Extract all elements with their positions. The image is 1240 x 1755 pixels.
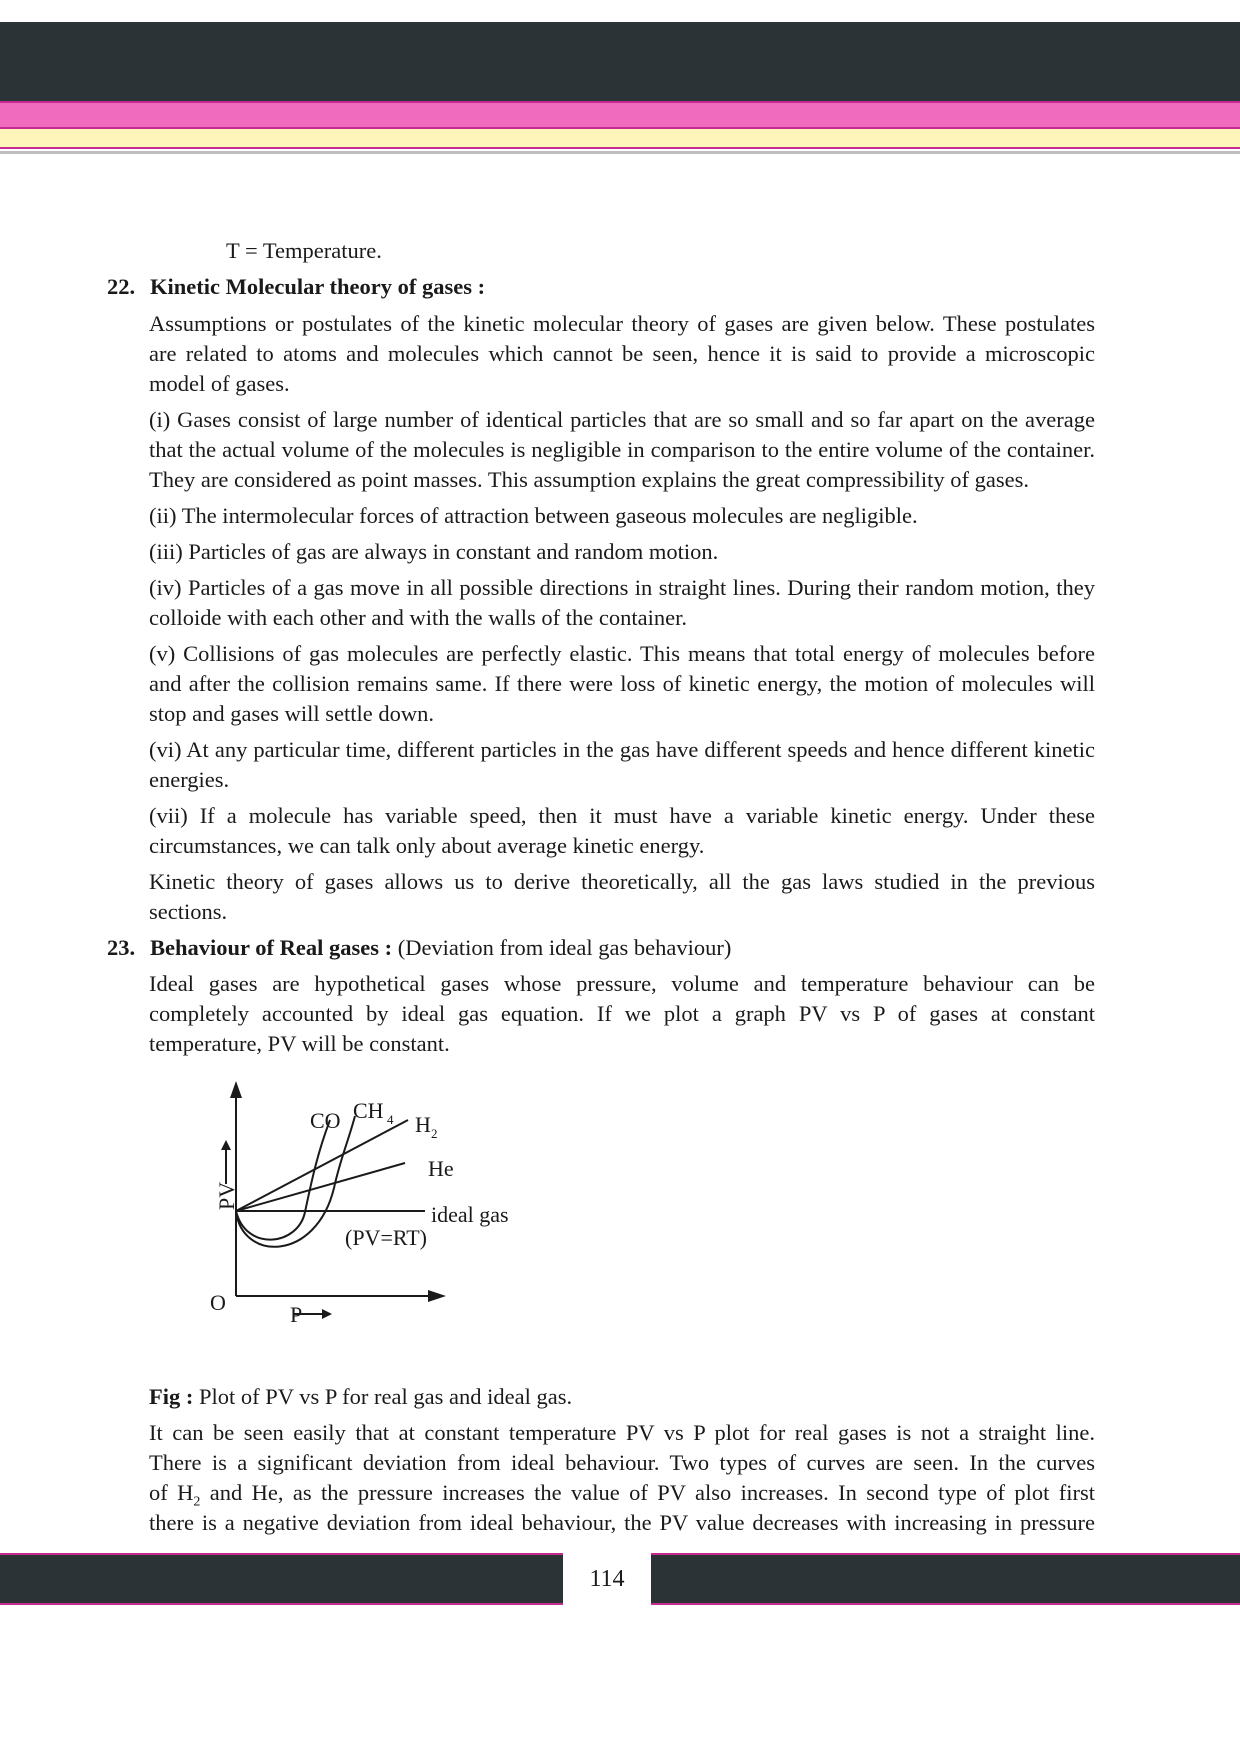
figure-caption-text: Plot of PV vs P for real gas and ideal gas.: [199, 1384, 573, 1409]
pv-vs-p-figure: [190, 1080, 550, 1330]
section-heading-note: (Deviation from ideal gas behaviour): [397, 935, 732, 960]
postulate-line: that the actual volume of the molecules is negligible in comparison to the entire volume of the container.: [149, 437, 1095, 462]
co-label: CO: [310, 1108, 341, 1133]
y-axis-label: PV: [214, 1181, 239, 1210]
paragraph-line: Assumptions or postulates of the kinetic molecular theory of gases are given below. These postulates: [149, 311, 1095, 336]
section-heading: [150, 933, 731, 963]
subscript: 2: [193, 1494, 201, 1510]
paragraph-line: Ideal gases are hypothetical gases whose pressure, volume and temperature behaviour can be: [149, 971, 1095, 996]
ch4-label: CH: [353, 1098, 384, 1123]
ideal-gas-label: ideal gas: [431, 1202, 509, 1227]
postulate-line: (iv) Particles of a gas move in all possible directions in straight lines. During their random motion, they: [149, 575, 1095, 600]
x-axis-label: P: [290, 1302, 303, 1327]
postulate-line: (i) Gases consist of large number of identical particles that are so small and so far apart on the average: [149, 407, 1095, 432]
section-number: 23.: [107, 935, 136, 960]
postulate-line: (ii) The intermolecular forces of attraction between gaseous molecules are negligible.: [149, 503, 918, 528]
ideal-equation-label: (PV=RT): [345, 1225, 427, 1250]
h2-label: H: [415, 1112, 431, 1137]
x-axis-arrowhead: [428, 1290, 446, 1302]
origin-label: O: [210, 1290, 226, 1315]
ch4-subscript: 4: [387, 1112, 394, 1127]
postulate-line: energies.: [149, 767, 230, 792]
header-band-dark: [0, 22, 1240, 101]
h2-line: [236, 1120, 408, 1211]
text-line: T = Temperature.: [226, 238, 382, 263]
postulate-line: colloide with each other and with the walls of the container.: [149, 605, 687, 630]
page-number: 114: [589, 1566, 625, 1592]
paragraph-line: It can be seen easily that at constant temperature PV vs P plot for real gases is not a straight line.: [149, 1420, 1095, 1445]
postulate-line: (vi) At any particular time, different particles in the gas have different speeds and hence different kinetic: [149, 737, 1095, 762]
paragraph-line: model of gases.: [149, 371, 290, 396]
paragraph-line: temperature, PV will be constant.: [149, 1031, 450, 1056]
footer-band-right: [651, 1553, 1240, 1605]
paragraph-line: there is a negative deviation from ideal behaviour, the PV value decreases with increasing in pressure: [149, 1510, 1095, 1535]
pv-arrowhead: [221, 1140, 231, 1150]
section-number: 22.: [107, 274, 136, 299]
paragraph-line: completely accounted by ideal gas equation. If we plot a graph PV vs P of gases at constant: [149, 1001, 1095, 1026]
section-heading: Kinetic Molecular theory of gases :: [150, 274, 486, 299]
ch4-curve: [236, 1120, 330, 1240]
p-arrowhead: [322, 1309, 332, 1319]
paragraph-line: Kinetic theory of gases allows us to derive theoretically, all the gas laws studied in the previous: [149, 869, 1095, 894]
footer-band-left: [0, 1553, 563, 1605]
he-label: He: [428, 1156, 454, 1181]
figure-caption: [149, 1382, 572, 1412]
paragraph-line: There is a significant deviation from ideal behaviour. Two types of curves are seen. In the curves: [149, 1450, 1095, 1475]
section-heading-bold: Behaviour of Real gases :: [150, 935, 393, 960]
y-axis-arrowhead: [230, 1081, 242, 1098]
postulate-line: (iii) Particles of gas are always in constant and random motion.: [149, 539, 719, 564]
header-band-pink: [0, 101, 1240, 129]
he-line: [236, 1163, 405, 1211]
text-segment: of H: [149, 1480, 194, 1505]
text-segment: and He, as the pressure increases the value of PV also increases. In second type of plot first: [200, 1480, 1095, 1505]
postulate-line: and after the collision remains same. If there were loss of kinetic energy, the motion of molecules will: [149, 671, 1095, 696]
postulate-line: (v) Collisions of gas molecules are perfectly elastic. This means that total energy of molecules before: [149, 641, 1095, 666]
postulate-line: stop and gases will settle down.: [149, 701, 434, 726]
paragraph-line: are related to atoms and molecules which cannot be seen, hence it is said to provide a microscopic: [149, 341, 1095, 366]
postulate-line: circumstances, we can talk only about average kinetic energy.: [149, 833, 705, 858]
header-rule: [0, 151, 1240, 154]
paragraph-line: sections.: [149, 899, 228, 924]
figure-caption-label: Fig :: [149, 1384, 194, 1409]
postulate-line: (vii) If a molecule has variable speed, then it must have a variable kinetic energy. Under these: [149, 803, 1095, 828]
header-band-cream: [0, 129, 1240, 149]
postulate-line: They are considered as point masses. This assumption explains the great compressibility of gases.: [149, 467, 1030, 492]
h2-subscript: 2: [431, 1126, 438, 1141]
